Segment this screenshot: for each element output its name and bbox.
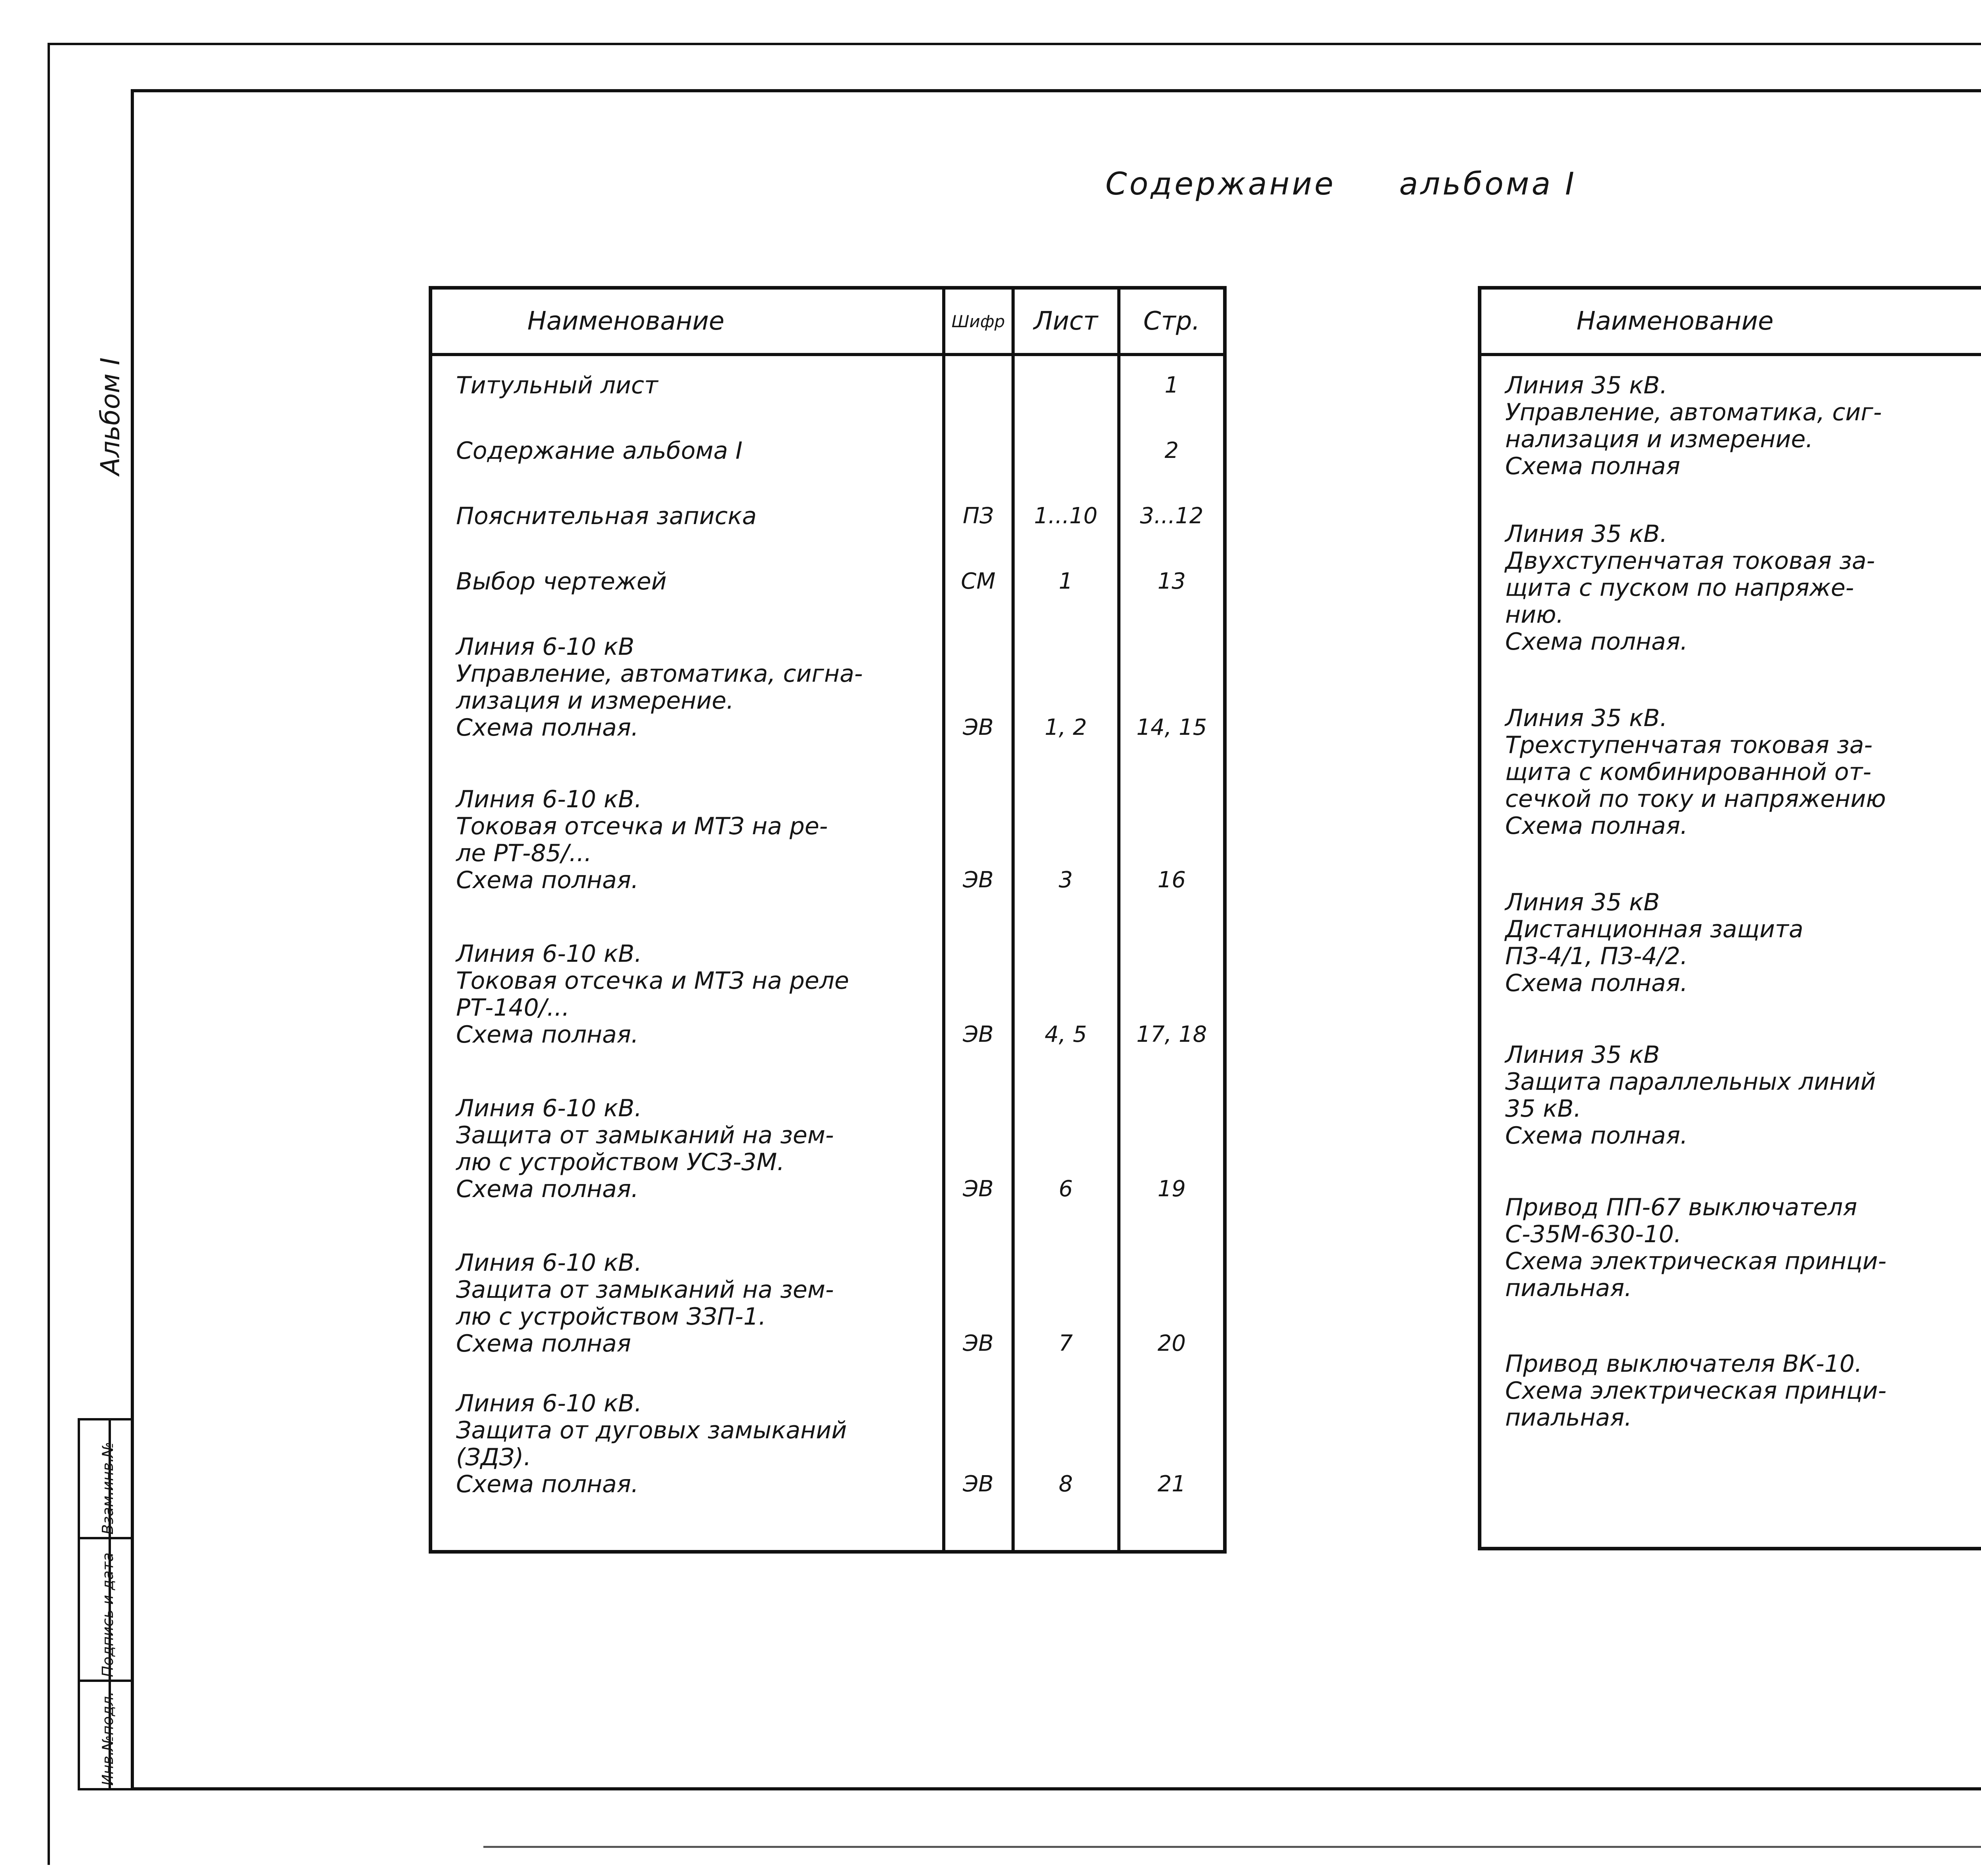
stamp-label-replacement: Взам.инв.№ [99, 1442, 116, 1535]
entry-sheet: 1, 2 [1044, 715, 1087, 740]
stamp-label-inventory: Инв.№подл. [99, 1691, 116, 1786]
table-body-row [431, 355, 1225, 1552]
entry-cipher: СМ [961, 568, 996, 594]
table-header-row [1480, 288, 1981, 355]
sheet-column [1013, 355, 1119, 1552]
stamp-cell-replacement [80, 1420, 133, 1539]
entry-cipher: ПЗ [962, 503, 994, 529]
entry-sheet: 4, 5 [1044, 1022, 1087, 1047]
entry-sheet: 6 [1059, 1176, 1073, 1202]
page-title [1105, 166, 1576, 202]
entry-name: Линия 35 кВ Дистанционная защита ПЗ-4/1, ПЗ-4/2. Схема полная. [1505, 888, 1804, 997]
entry-name: Линия 35 кВ. Двухступенчатая токовая за- щита с пуском по напряже- нию. Схема полная. [1505, 520, 1875, 656]
title-part-2: альбома I [1399, 166, 1577, 202]
entry-page: 1 [1164, 372, 1179, 398]
contents-table-right [1478, 286, 1981, 1550]
entry-name: Линия 6-10 кВ. Токовая отсечка и МТЗ на реле РТ-140/... Схема полная. [456, 940, 849, 1049]
entry-name: Линия 6-10 кВ. Защита от дуговых замыканий (ЗДЗ). Схема полная. [456, 1390, 847, 1498]
approval-stamp [78, 1418, 133, 1790]
stamp-cell-signature [80, 1539, 133, 1682]
entry-page: 16 [1157, 867, 1186, 893]
header-cipher: Шифр [944, 288, 1013, 355]
stamp-cell-inventory [80, 1682, 133, 1788]
entry-name: Линия 6-10 кВ. Токовая отсечка и МТЗ на ре- ле РТ-85/... Схема полная. [456, 785, 828, 894]
stamp-label-signature: Подпись и дата [99, 1552, 116, 1677]
entry-sheet: 1...10 [1034, 503, 1098, 529]
cipher-column [944, 355, 1013, 1552]
entry-cipher: ЭВ [963, 715, 994, 740]
entry-name: Линия 35 кВ. Управление, автоматика, сиг- нализация и измерение. Схема полная [1505, 372, 1882, 480]
entry-sheet: 1 [1059, 568, 1073, 594]
table-header-row [431, 288, 1225, 355]
entry-name: Линия 6-10 кВ Управление, автоматика, сигна- лизация и измерение. Схема полная. [456, 633, 863, 742]
entry-name: Выбор чертежей [456, 568, 667, 595]
header-name: Наименование [1480, 288, 1981, 355]
entry-name: Линия 35 кВ. Трехступенчатая токовая за- щита с комбинированной от- сечкой по току и напряжению Схема полная. [1505, 704, 1886, 840]
entry-page: 3...12 [1140, 503, 1204, 529]
entry-name: Линия 6-10 кВ. Защита от замыканий на зем- лю с устройством ЗЗП-1. Схема полная [456, 1249, 834, 1357]
entry-name: Пояснительная записка [456, 502, 757, 530]
header-name: Наименование [431, 288, 944, 355]
entry-cipher: ЭВ [963, 1022, 994, 1047]
footer-line [483, 1846, 1981, 1848]
entry-page: 19 [1157, 1176, 1186, 1202]
entry-name: Привод ПП-67 выключателя С-35М-630-10. Схема электрическая принци- пиальная. [1505, 1193, 1887, 1302]
entry-sheet: 8 [1059, 1471, 1073, 1497]
header-sheet: Лист [1013, 288, 1119, 355]
table-body-row [1480, 355, 1981, 1549]
entry-cipher: ЭВ [963, 1471, 994, 1497]
entry-page: 17, 18 [1136, 1022, 1207, 1047]
entry-name: Линия 6-10 кВ. Защита от замыканий на зем- лю с устройством УСЗ-3М. Схема полная. [456, 1094, 834, 1203]
entry-page: 20 [1157, 1331, 1186, 1356]
entry-page: 21 [1157, 1471, 1186, 1497]
entry-cipher: ЭВ [963, 1331, 994, 1356]
entry-page: 2 [1164, 438, 1179, 463]
entry-cipher: ЭВ [963, 1176, 994, 1202]
entry-name: Содержание альбома I [456, 437, 743, 465]
side-album-label: Альбом I [95, 357, 126, 475]
header-page: Стр. [1119, 288, 1225, 355]
entry-page: 13 [1157, 568, 1186, 594]
entry-page: 14, 15 [1136, 715, 1207, 740]
entry-sheet: 7 [1059, 1331, 1073, 1356]
page-column [1119, 355, 1225, 1552]
entry-name: Привод выключателя ВК-10. Схема электрическая принци- пиальная. [1505, 1350, 1887, 1432]
entry-name: Титульный лист [456, 372, 658, 399]
entry-cipher: ЭВ [963, 867, 994, 893]
entry-sheet: 3 [1059, 867, 1073, 893]
title-part-1: Содержание [1105, 166, 1336, 202]
entry-name: Линия 35 кВ Защита параллельных линий 35 кВ. Схема полная. [1505, 1041, 1876, 1150]
name-column [431, 355, 944, 1552]
contents-table-left [429, 286, 1227, 1554]
name-column [1480, 355, 1981, 1549]
